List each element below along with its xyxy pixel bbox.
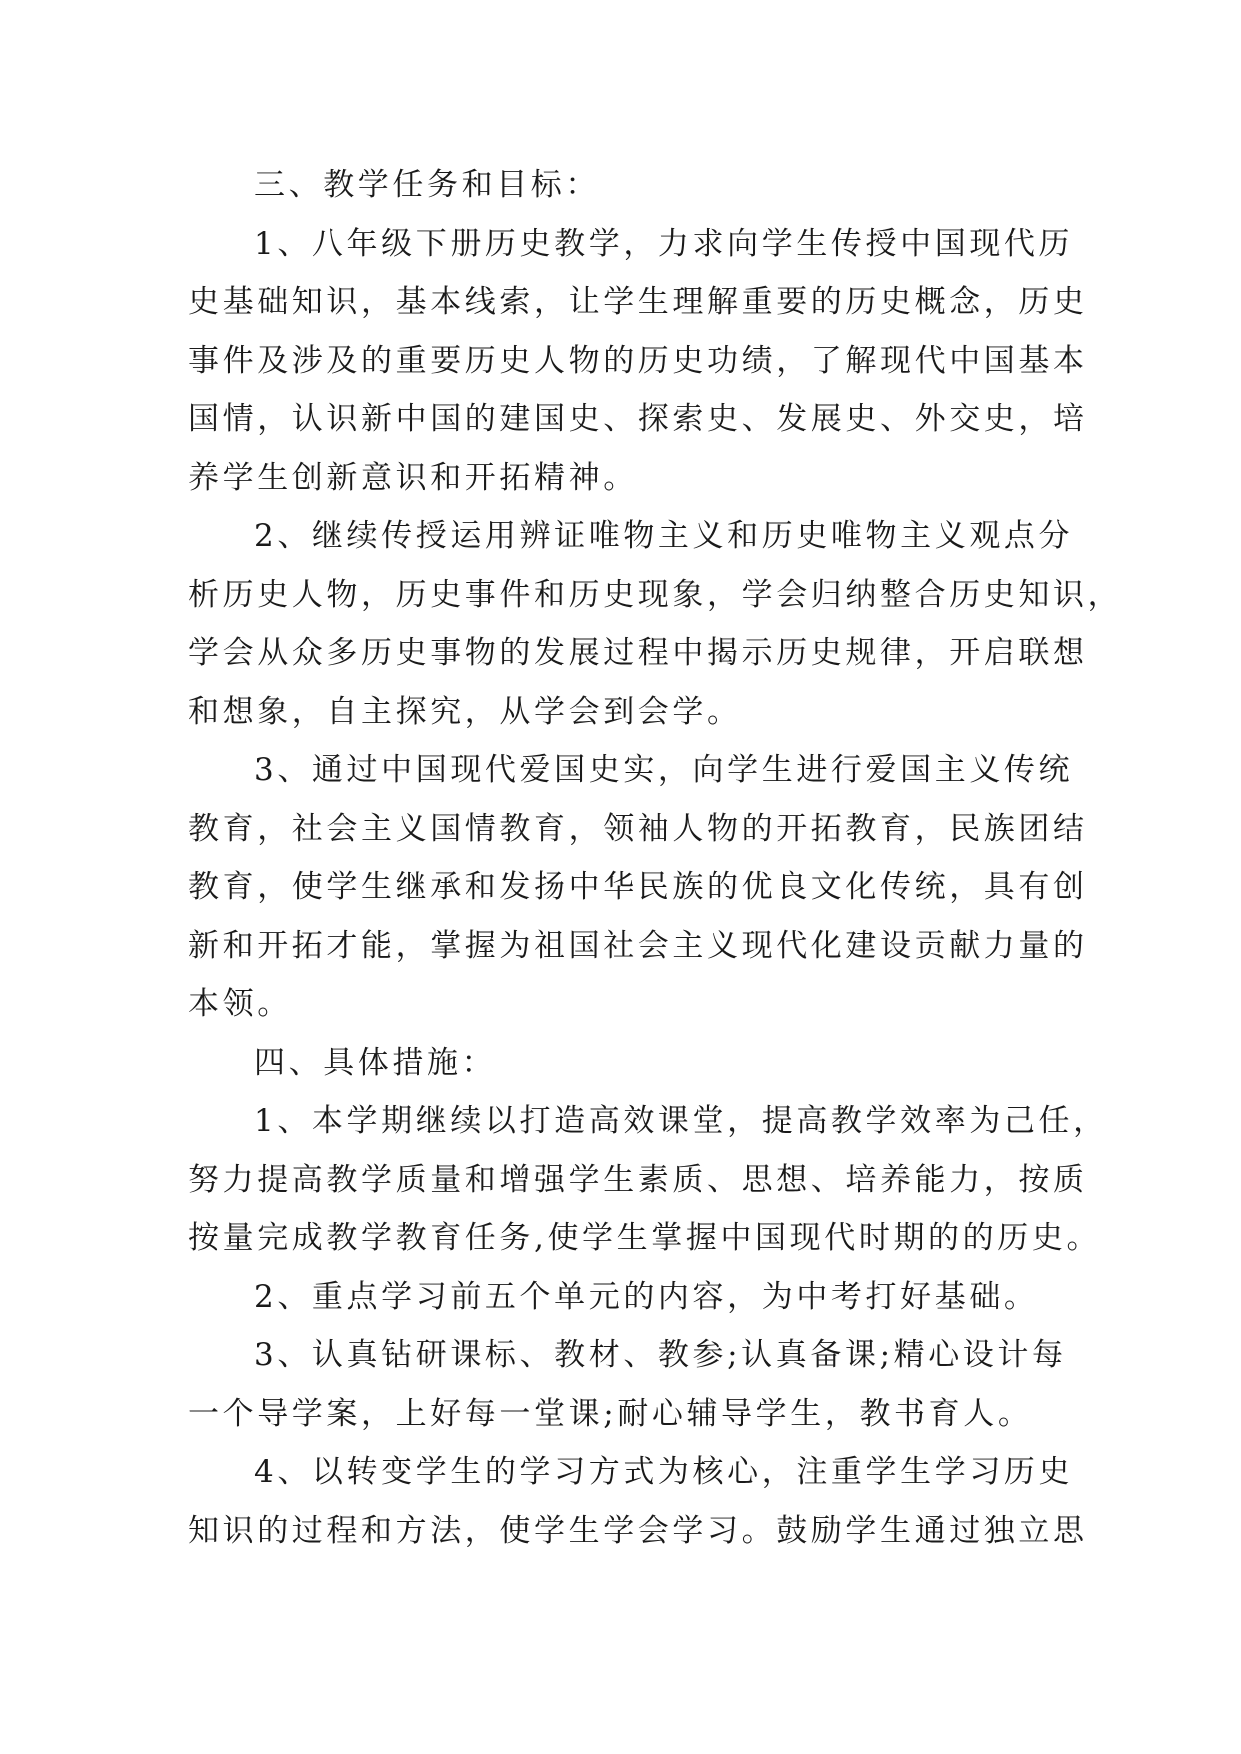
paragraph [188, 215, 1088, 508]
paragraph [188, 1443, 1088, 1560]
paragraph-line: 2、重点学习前五个单元的内容，为中考打好基础。 [254, 1278, 1039, 1315]
paragraph-line: 新和开拓才能，掌握为祖国社会主义现代化建设贡献力量的 [188, 927, 1088, 964]
paragraph-line: 养学生创新意识和开拓精神。 [188, 459, 638, 496]
paragraph-line: 教育，社会主义国情教育，领袖人物的开拓教育，民族团结 [188, 810, 1088, 847]
paragraph [188, 741, 1088, 1034]
paragraph-line: 本领。 [188, 986, 292, 1022]
paragraph-line: 知识的过程和方法，使学生学会学习。鼓励学生通过独立思 [188, 1512, 1088, 1549]
section-heading: 三、教学任务和目标： [254, 167, 600, 203]
paragraph-line: 史基础知识，基本线索，让学生理解重要的历史概念，历史 [188, 284, 1088, 320]
paragraph-line: 和想象，自主探究，从学会到会学。 [188, 693, 742, 730]
paragraph-line: 学会从众多历史事物的发展过程中揭示历史规律，开启联想 [188, 635, 1088, 671]
paragraph-line: 一个导学案，上好每一堂课;耐心辅导学生，教书育人。 [188, 1395, 1033, 1432]
paragraph-line: 析历史人物，历史事件和历史现象，学会归纳整合历史知识， [188, 576, 1123, 613]
section-measures [188, 1034, 1108, 1561]
paragraph-line: 1、八年级下册历史教学，力求向学生传授中国现代历 [254, 225, 1074, 262]
paragraph-line: 3、通过中国现代爱国史实，向学生进行爱国主义传统 [254, 752, 1074, 788]
paragraph [188, 1268, 1068, 1327]
paragraph-line: 事件及涉及的重要历史人物的历史功绩，了解现代中国基本 [188, 342, 1088, 379]
paragraph-line: 2、继续传授运用辨证唯物主义和历史唯物主义观点分 [254, 518, 1074, 554]
paragraph-line: 努力提高教学质量和增强学生素质、思想、培养能力，按质 [188, 1161, 1088, 1198]
paragraph [188, 1092, 1108, 1268]
paragraph-line: 4、以转变学生的学习方式为核心，注重学生学习历史 [254, 1454, 1074, 1490]
paragraph-line: 1、本学期继续以打造高效课堂，提高教学效率为己任， [254, 1103, 1108, 1139]
paragraph-line: 教育，使学生继承和发扬中华民族的优良文化传统，具有创 [188, 869, 1088, 905]
paragraph-line: 按量完成教学教育任务,使学生掌握中国现代时期的的历史。 [188, 1220, 1102, 1256]
section-heading: 四、具体措施： [254, 1044, 497, 1081]
paragraph [188, 507, 1123, 741]
document-body [188, 156, 1123, 1560]
section-teaching-goals [188, 156, 1123, 1034]
paragraph-line: 国情，认识新中国的建国史、探索史、发展史、外交史，培 [188, 401, 1088, 437]
paragraph-line: 3、认真钻研课标、教材、教参;认真备课;精心设计每 [254, 1337, 1067, 1373]
paragraph [188, 1326, 1068, 1443]
